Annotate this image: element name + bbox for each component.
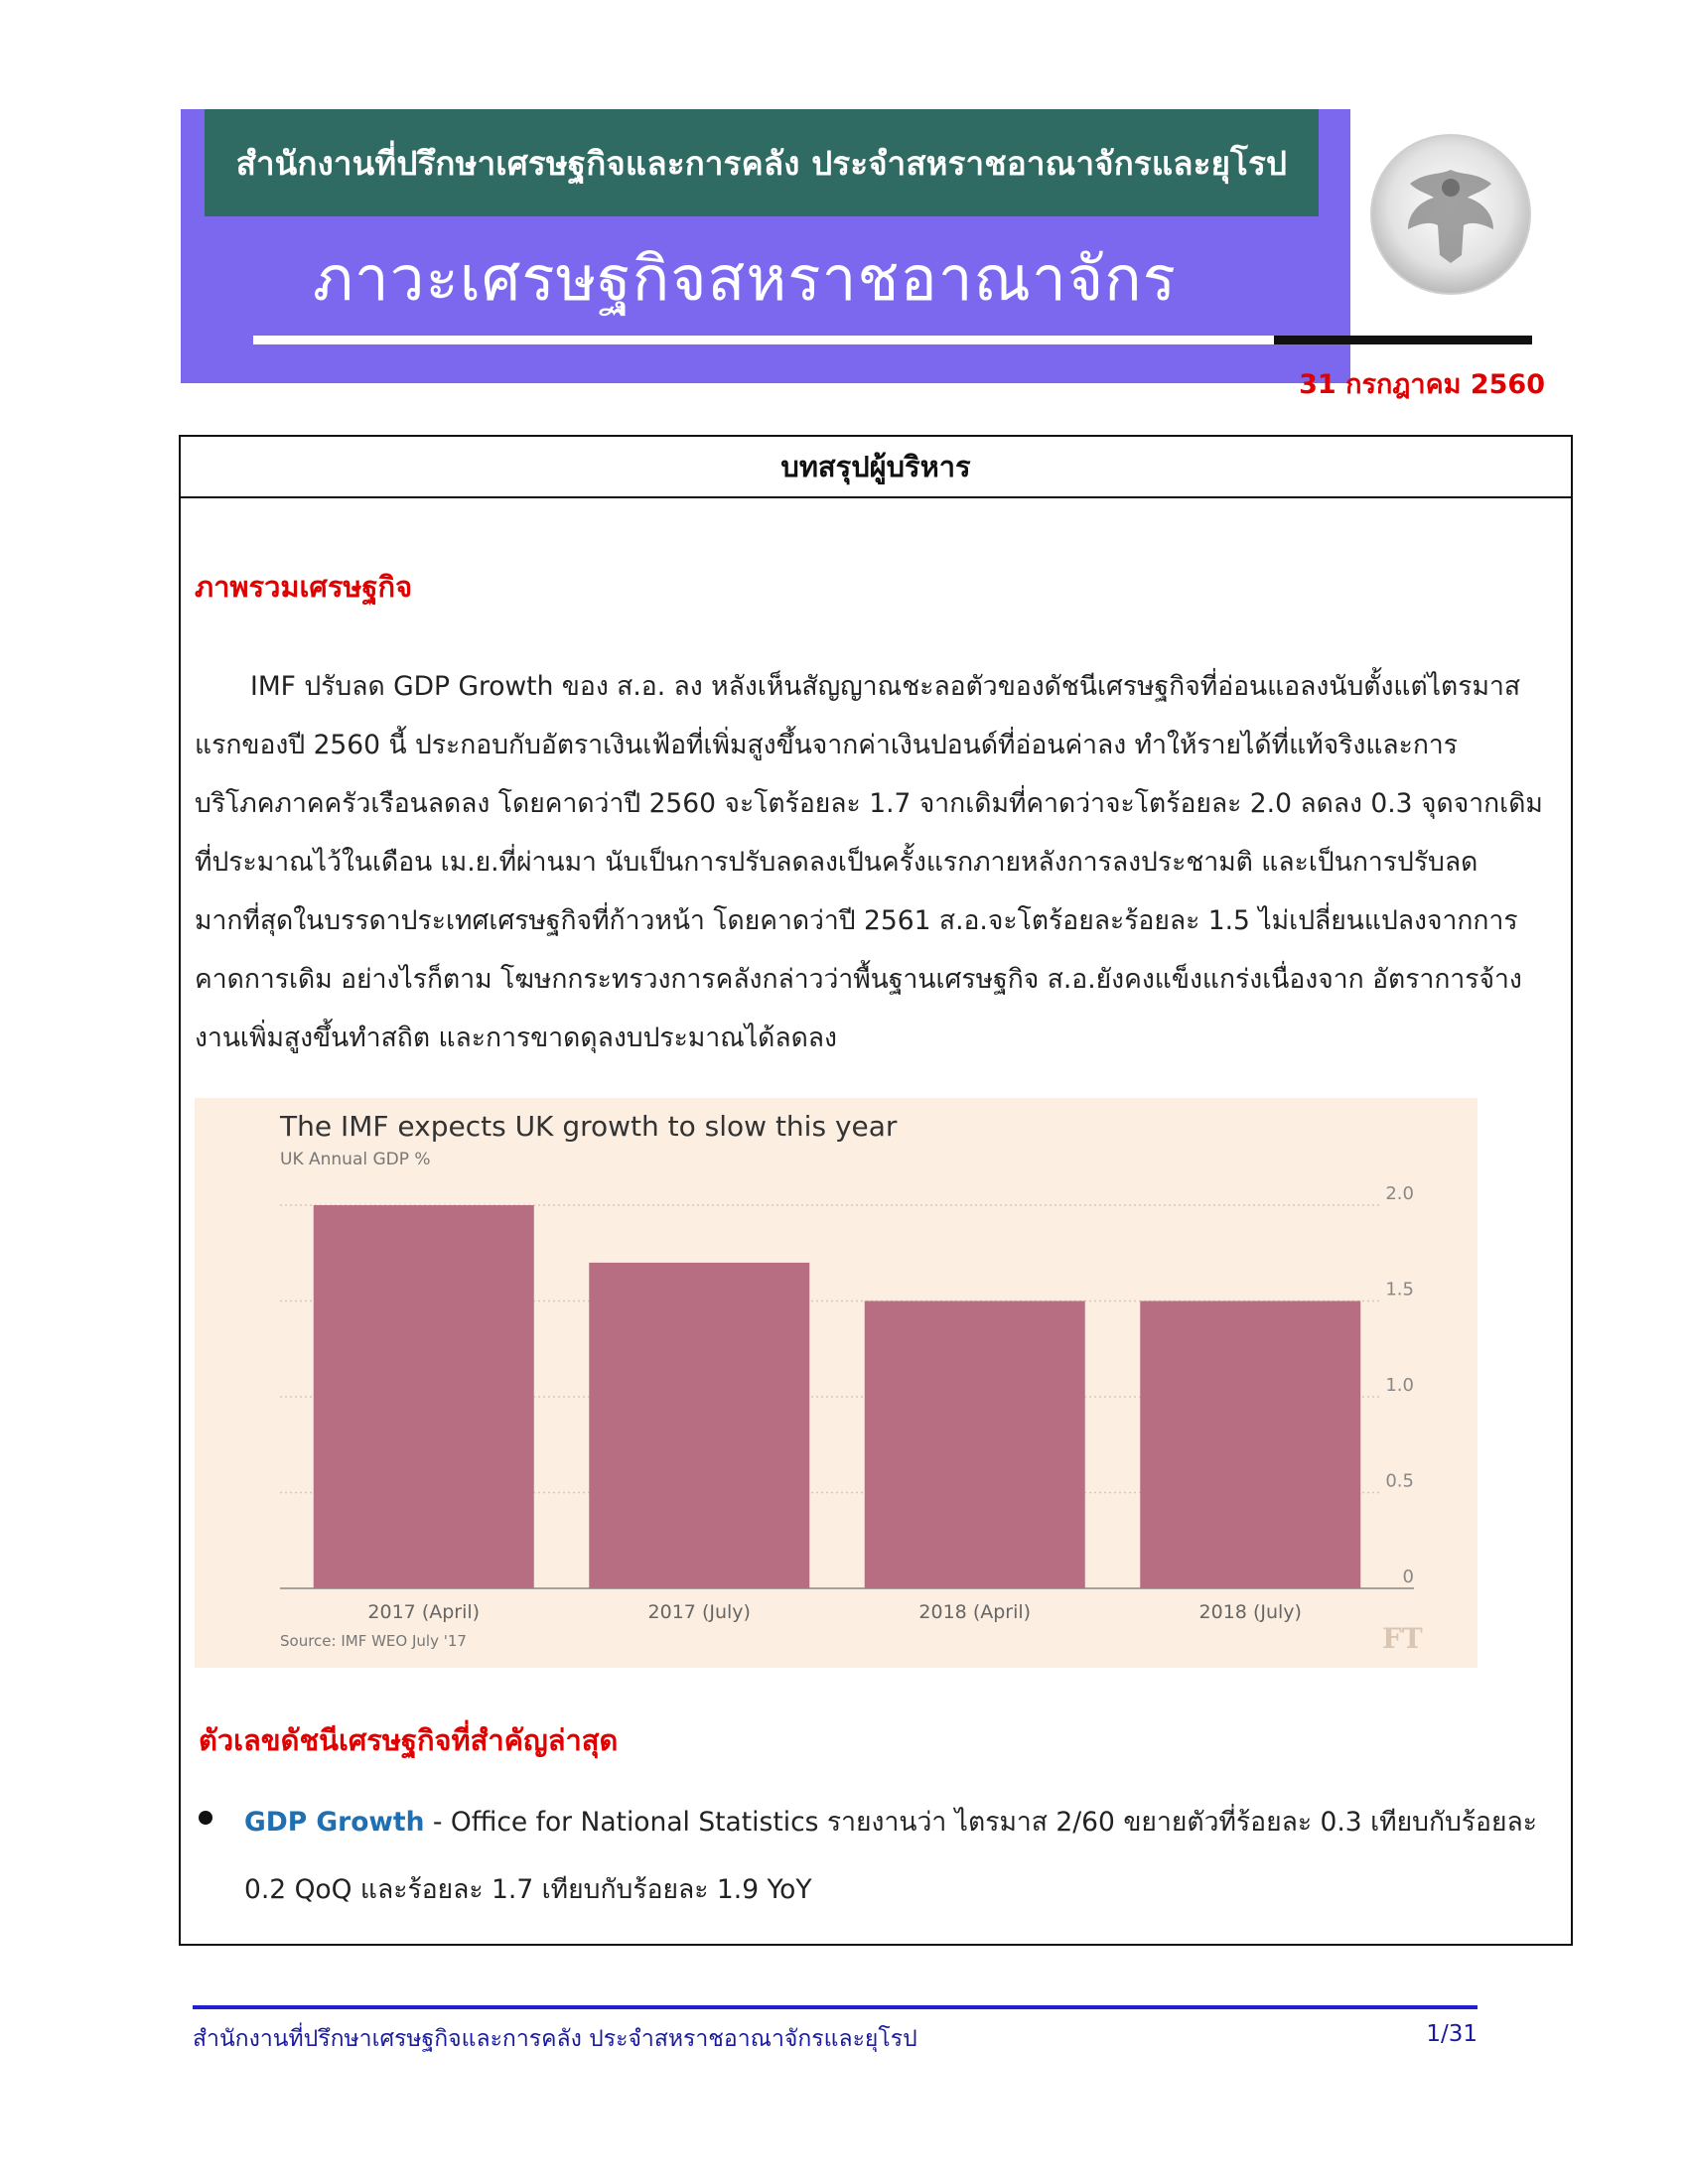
x-tick-label: 2018 (April) [918,1601,1032,1623]
bar [865,1301,1085,1589]
paragraph-line: บริโภคภาคครัวเรือนลดลง โดยคาดว่าปี 2560 จะโตร้อยละ 1.7 จากเดิมที่คาดว่าจะโตร้อยละ 2.0 ลดลง 0.3 จุดจากเดิม [195,788,1543,819]
bar [1140,1301,1360,1589]
page-title: ภาวะเศรษฐกิจสหราชอาณาจักร [312,242,1178,315]
bullet-text-line2: 0.2 QoQ และร้อยละ 1.7 เทียบกับร้อยละ 1.9 YoY [244,1874,812,1905]
paragraph-line: มากที่สุดในบรรดาประเทศเศรษฐกิจที่ก้าวหน้า โดยคาดว่าปี 2561 ส.อ.จะโตร้อยละร้อยละ 1.5 ไม่เปลี่ยนแปลงจากการ [195,905,1518,936]
y-tick-label: 0.5 [1385,1470,1414,1492]
y-tick-label: 2.0 [1385,1183,1414,1204]
office-banner [205,109,1319,216]
garuda-emblem-icon [1368,132,1533,297]
chart-source: Source: IMF WEO July '17 [280,1632,467,1650]
gdp-growth-bullet [244,1789,1555,1924]
page-number: 1/31 [1426,2021,1477,2047]
bullet-keyword: GDP Growth [244,1807,425,1838]
x-tick-label: 2018 (July) [1198,1601,1302,1623]
paragraph-line: คาดการเดิม อย่างไรก็ตาม โฆษกกระทรวงการคลังกล่าวว่าพื้นฐานเศรษฐกิจ ส.อ.ยังคงแข็งแกร่งเนื่องจาก อัตราการจ้าง [195,964,1522,995]
paragraph-line: แรกของปี 2560 นี้ ประกอบกับอัตราเงินเฟ้อที่เพิ่มสูงขึ้นจากค่าเงินปอนด์ที่อ่อนค่าลง ทำให้รายได้ที่แท้จริงและการ [195,730,1459,760]
bullet-text-line1: Office for National Statistics รายงานว่า ไตรมาส 2/60 ขยายตัวที่ร้อยละ 0.3 เทียบกับร้อยละ [450,1807,1537,1838]
executive-summary-box [179,435,1573,1946]
section-title-overview: ภาพรวมเศรษฐกิจ [195,570,413,604]
bar [314,1205,534,1588]
paragraph-line: IMF ปรับลด GDP Growth ของ ส.อ. ลง หลังเห็นสัญญาณชะลอตัวของดัชนีเศรษฐกิจที่อ่อนแอลงนับตั้งแต่ไตรมาส [250,671,1521,702]
chart-subtitle: UK Annual GDP % [280,1150,431,1169]
footer-divider [193,2005,1477,2009]
paragraph-line: ที่ประมาณไว้ในเดือน เม.ย.ที่ผ่านมา นับเป็นการปรับลดลงเป็นครั้งแรกภายหลังการลงประชามติ และเป็นการปรับลด [195,847,1478,878]
report-date: 31 กรกฎาคม 2560 [1299,369,1545,400]
office-name: สำนักงานที่ปรึกษาเศรษฐกิจและการคลัง ประจำสหราชอาณาจักรและยุโรป [235,143,1288,183]
chart-canvas [195,1098,1477,1668]
header-divider-dark [1274,336,1532,344]
x-tick-label: 2017 (July) [647,1601,751,1623]
y-tick-label: 1.0 [1385,1375,1414,1396]
bullet-separator: - [424,1807,451,1838]
chart-title: The IMF expects UK growth to slow this year [280,1110,898,1143]
y-tick-label: 0 [1402,1567,1414,1587]
y-tick-label: 1.5 [1385,1279,1414,1300]
section-title-indicators: ตัวเลขดัชนีเศรษฐกิจที่สำคัญล่าสุด [199,1723,619,1757]
header-divider [253,336,1274,344]
bar [589,1263,809,1588]
bullet-icon [199,1811,212,1825]
overview-paragraph [195,657,1555,1067]
gdp-bar-chart [195,1098,1477,1668]
ft-logo: FT [1382,1622,1423,1655]
paragraph-line: งานเพิ่มสูงขึ้นทำสถิต และการขาดดุลงบประมาณได้ลดลง [195,1023,837,1053]
summary-heading: บทสรุปผู้บริหาร [181,437,1571,498]
footer-office: สำนักงานที่ปรึกษาเศรษฐกิจและการคลัง ประจำสหราชอาณาจักรและยุโรป [193,2026,917,2052]
x-tick-label: 2017 (April) [367,1601,481,1623]
